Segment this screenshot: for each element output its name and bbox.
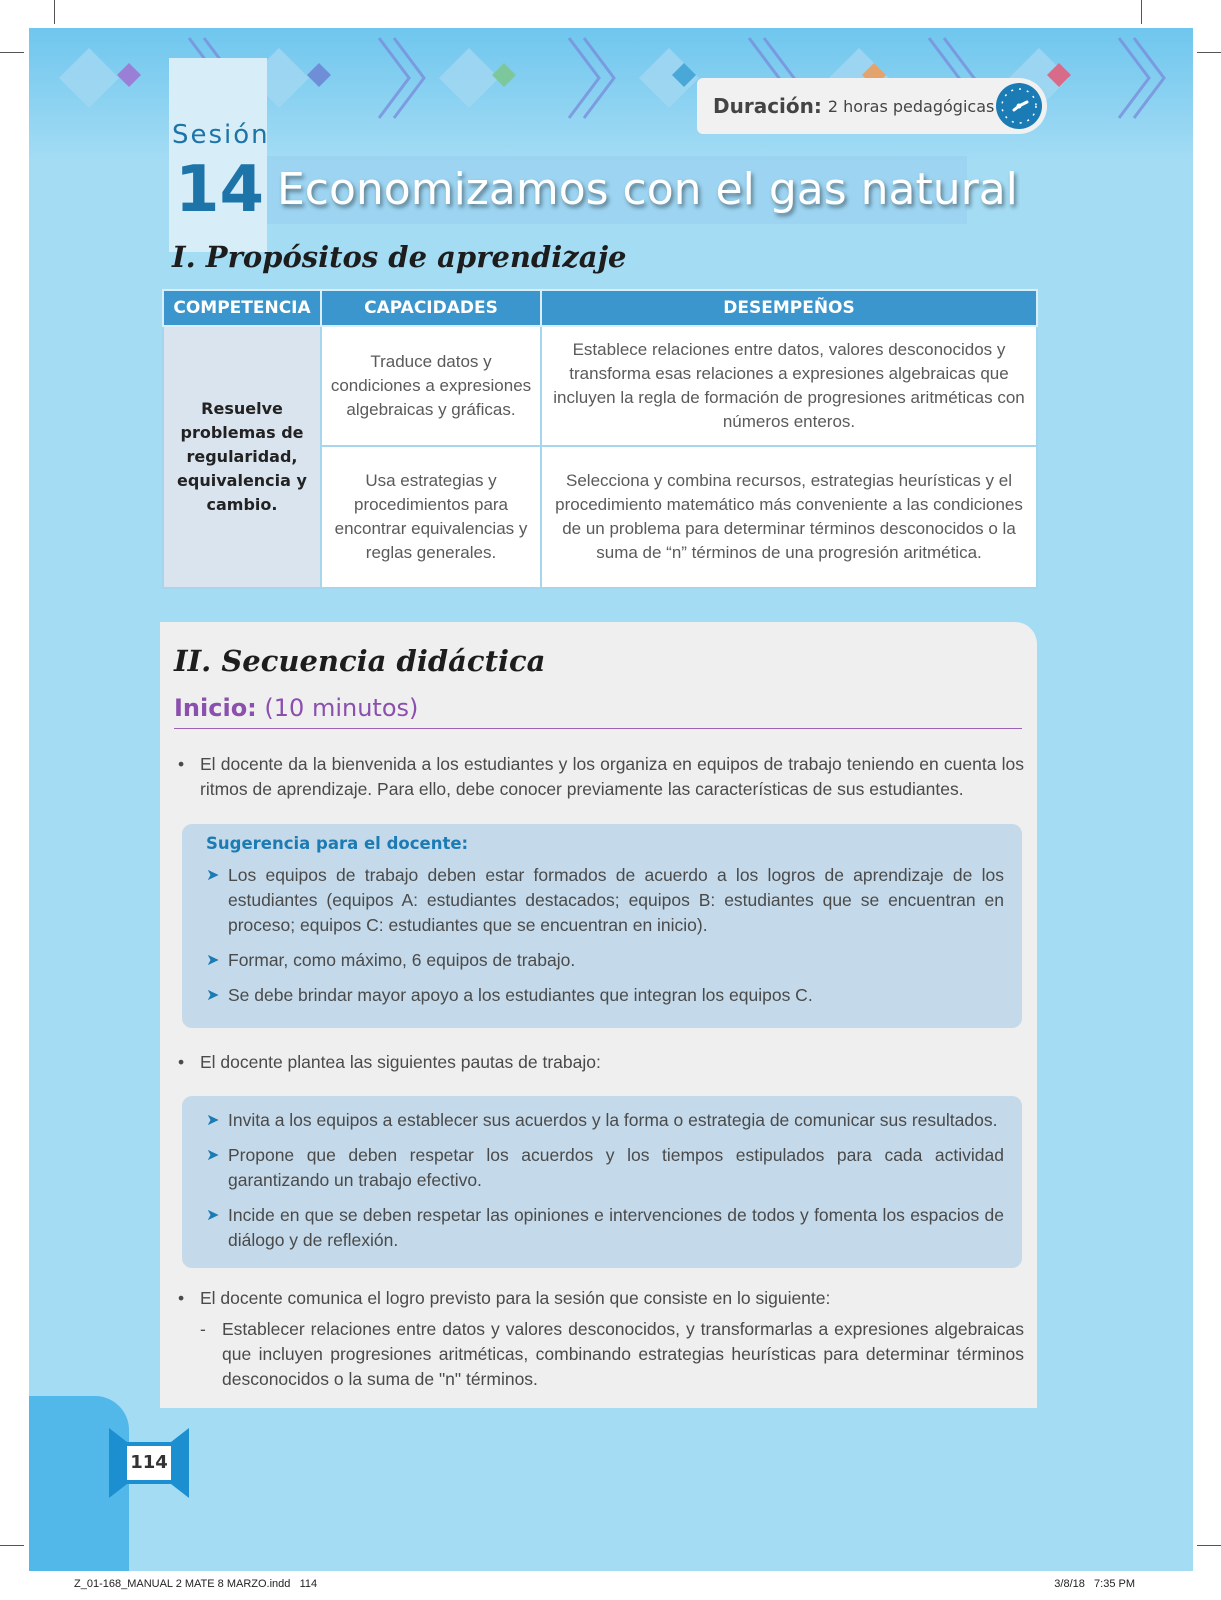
crop-mark	[1197, 52, 1221, 53]
guideline-item: ➤ Propone que deben respetar los acuerdos y los tiempos estipulados para cada actividad garantizando un trabajo efectivo.	[206, 1145, 1004, 1190]
list-item: • El docente plantea las siguientes pautas de trabajo:	[178, 1052, 601, 1072]
arrow-bullet-icon: ➤	[206, 1112, 220, 1129]
page	[29, 28, 1193, 1571]
list-item: • El docente da la bienvenida a los estudiantes y los organiza en equipos de trabajo teniendo en cuenta los ritmos de aprendizaje. Para ello, debe conocer previamente las características de sus estudiantes.	[178, 754, 1024, 799]
purposes-table	[162, 289, 1038, 589]
section-heading-purposes: I. Propósitos de aprendizaje	[172, 240, 627, 274]
capacidad-cell: Usa estrategias y procedimientos para encontrar equivalencias y reglas generales.	[321, 446, 541, 588]
crop-mark	[0, 52, 24, 53]
duration-label: Duración:	[713, 94, 822, 118]
session-number: 14	[175, 153, 265, 227]
arrow-bullet-icon: ➤	[206, 1147, 220, 1164]
tip-item: ➤ Los equipos de trabajo deben estar formados de acuerdo a los logros de aprendizaje de los estudiantes (equipos A: estudiantes destacados; equipos B: estudiantes que se encuentran en proceso; equipos C: estudiantes que se encuentran en inicio).	[206, 865, 1004, 935]
crop-mark	[54, 0, 55, 24]
footer-filename: Z_01-168_MANUAL 2 MATE 8 MARZO.indd 114	[74, 1578, 318, 1590]
teacher-tip-box	[182, 824, 1022, 1028]
competencia-cell: Resuelve problemas de regularidad, equivalencia y cambio.	[163, 326, 321, 588]
inicio-time: (10 minutos)	[264, 694, 419, 722]
duration-value: 2 horas pedagógicas	[827, 96, 995, 116]
guideline-item: ➤ Invita a los equipos a establecer sus acuerdos y la forma o estrategia de comunicar sus resultados.	[206, 1108, 1004, 1133]
inicio-label: Inicio:	[174, 694, 257, 722]
capacidad-cell: Traduce datos y condiciones a expresiones algebraicas y gráficas.	[321, 326, 541, 446]
bullet-text: El docente plantea las siguientes pautas de trabajo:	[200, 1052, 601, 1072]
inicio-heading	[174, 694, 418, 722]
crop-mark	[1197, 1545, 1221, 1546]
bullet-text: El docente comunica el logro previsto para la sesión que consiste en lo siguiente:	[200, 1288, 831, 1308]
footer-date: 3/8/18 7:35 PM	[1054, 1578, 1135, 1590]
arrow-bullet-icon: ➤	[206, 952, 220, 969]
crop-mark	[0, 1545, 24, 1546]
column-header-capacidades: CAPACIDADES	[321, 290, 541, 326]
tip-item: ➤ Formar, como máximo, 6 equipos de trabajo.	[206, 948, 1004, 973]
desempeno-cell: Selecciona y combina recursos, estrategias heurísticas y el procedimiento matemático más conveniente a las condiciones de un problema para determinar términos desconocidos o la suma de “n” términos de una progresión aritmética.	[541, 446, 1037, 588]
table-row	[163, 326, 1037, 446]
guideline-item: ➤ Incide en que se deben respetar las opiniones e intervenciones de todos y fomenta los espacios de diálogo y de reflexión.	[206, 1205, 1004, 1250]
arrow-bullet-icon: ➤	[206, 1207, 220, 1224]
sub-list-item: - Establecer relaciones entre datos y valores desconocidos, y transformarlas a expresiones algebraicas que incluyen progresiones aritméticas, combinando estrategias heurísticas para determinar términos desconocidos o la suma de "n" términos.	[200, 1319, 1024, 1389]
session-label: Sesión	[172, 120, 270, 150]
page-number: 114	[127, 1446, 171, 1480]
column-header-competencia: COMPETENCIA	[163, 290, 321, 326]
desempeno-cell: Establece relaciones entre datos, valores desconocidos y transforma esas relaciones a expresiones algebraicas que incluyen la regla de formación de progresiones aritméticas con números enteros.	[541, 326, 1037, 446]
crop-mark	[1141, 0, 1142, 24]
column-header-desempenos: DESEMPEÑOS	[541, 290, 1037, 326]
tip-item: ➤ Se debe brindar mayor apoyo a los estudiantes que integran los equipos C.	[206, 983, 1004, 1008]
sub-item-text: Establecer relaciones entre datos y valores desconocidos, y transformarlas a expresiones algebraicas que incluyen progresiones aritméticas, combinando estrategias heurísticas para determinar términos desconocidos o la suma de "n" términos.	[222, 1319, 1024, 1389]
tip-title: Sugerencia para el docente:	[206, 834, 469, 853]
table-header-row	[163, 290, 1037, 326]
clock-icon	[995, 82, 1043, 130]
arrow-bullet-icon: ➤	[206, 867, 220, 884]
bullet-text: El docente da la bienvenida a los estudiantes y los organiza en equipos de trabajo teniendo en cuenta los ritmos de aprendizaje. Para ello, debe conocer previamente las características de sus estudiantes.	[200, 754, 1024, 799]
arrow-bullet-icon: ➤	[206, 987, 220, 1004]
duration-box	[697, 78, 1047, 134]
page-title: Economizamos con el gas natural	[277, 164, 1018, 215]
guidelines-box	[182, 1096, 1022, 1268]
divider	[174, 728, 1022, 729]
section-heading-sequence: II. Secuencia didáctica	[174, 644, 546, 678]
list-item: • El docente comunica el logro previsto para la sesión que consiste en lo siguiente: - Establecer relaciones entre datos y valores desconocidos, y transformarlas a expresiones algebraicas que incluyen progresiones aritméticas, combinando estrategias heurísticas para determinar términos desconocidos o la suma de "n" términos.	[178, 1286, 1024, 1392]
sequence-panel	[160, 622, 1037, 1408]
